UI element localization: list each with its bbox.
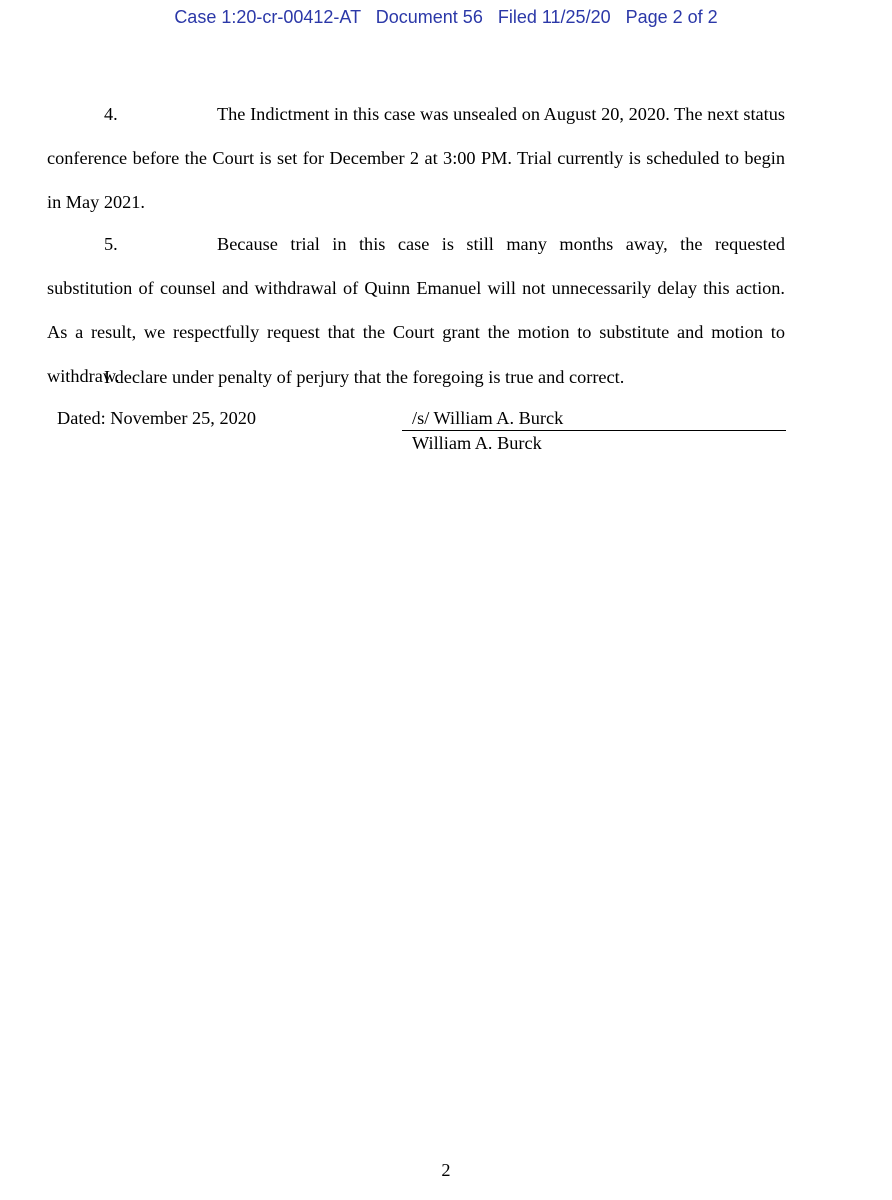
paragraph-4: [47, 92, 785, 224]
signature-line: /s/ William A. Burck: [402, 406, 786, 431]
signer-name: William A. Burck: [412, 433, 542, 453]
dated-line: Dated: November 25, 2020: [57, 408, 257, 428]
case-number: Case 1:20-cr-00412-AT: [174, 7, 361, 27]
document-number: Document 56: [375, 7, 483, 27]
declaration-statement: I declare under penalty of perjury that the foregoing is true and correct.: [104, 367, 625, 387]
page-number: 2: [441, 1160, 451, 1180]
page-indicator: Page 2 of 2: [625, 7, 718, 27]
paragraph-text: The Indictment in this case was unsealed on August 20, 2020. The next status conference before the Court is set for December 2 at 3:00 PM. Trial currently is scheduled to begin in May 2021.: [47, 104, 785, 212]
paragraph-number: 4.: [104, 104, 118, 124]
paragraph-text: Because trial in this case is still many months away, the requested substitution of counsel and withdrawal of Quinn Emanuel will not unnecessarily delay this action. As a result, we respectfully request that the Court grant the motion to substitute and motion to withdraw.: [47, 234, 785, 386]
paragraph-number: 5.: [104, 234, 118, 254]
signature-block: [402, 406, 786, 455]
case-header: [0, 7, 892, 28]
filed-date: Filed 11/25/20: [497, 7, 611, 27]
